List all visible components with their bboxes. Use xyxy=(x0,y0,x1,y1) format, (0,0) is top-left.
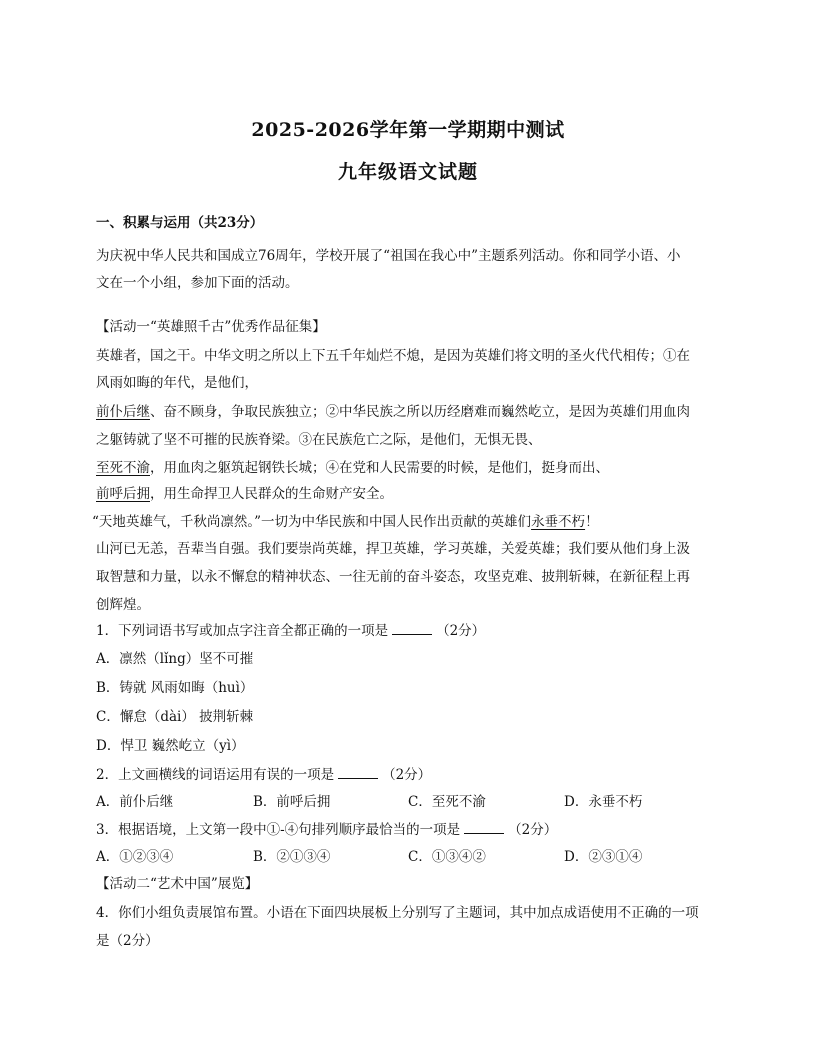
passage-line: 山河已无恙，吾辈当自强。我们要崇尚英雄，捍卫英雄，学习英雄，关爱英雄；我们要从他们身上汲 xyxy=(96,541,690,557)
question-2-option-d: D．永垂不朽 xyxy=(564,794,643,810)
underlined-word: 前仆后继 xyxy=(96,404,150,420)
question-3-stem: 3．根据语境，上文第一段中①-④句排列顺序最恰当的一项是 （2分） xyxy=(96,819,557,840)
answer-blank xyxy=(464,819,504,834)
question-2-option-a: A．前仆后继 xyxy=(96,794,174,810)
question-3-option-d: D．②③①④ xyxy=(564,849,643,865)
question-1-stem: 1．下列词语书写或加点字注音全都正确的一项是 （2分） xyxy=(96,620,485,641)
question-2-option-b: B．前呼后拥 xyxy=(253,794,331,810)
intro-line-2: 文在一个小组，参加下面的活动。 xyxy=(96,275,299,291)
question-1-option-d: D．悍卫 巍然屹立（yì） xyxy=(96,738,245,754)
passage-line: “天地英雄气，千秋尚凛然。”一切为中华民族和中国人民作出贡献的英雄们永垂不朽！ xyxy=(92,514,599,530)
question-2-stem: 2．上文画横线的词语运用有误的一项是 （2分） xyxy=(96,764,431,785)
intro-line-1: 为庆祝中华人民共和国成立76周年，学校开展了“祖国在我心中”主题系列活动。你和同学小语、小 xyxy=(96,248,681,264)
passage-line: 至死不渝，用血肉之躯筑起钢铁长城；④在党和人民需要的时候，是他们，挺身而出、 xyxy=(96,460,609,476)
question-2-option-c: C．至死不渝 xyxy=(408,794,486,810)
passage-line: 创辉煌。 xyxy=(96,597,150,613)
underlined-word: 前呼后拥 xyxy=(96,486,150,502)
exam-title: 2025-2026学年第一学期期中测试 xyxy=(251,119,565,141)
passage-line: 取智慧和力量，以永不懈怠的精神状态、一往无前的奋斗姿态，攻坚克难、披荆斩棘，在新征程上再 xyxy=(96,569,690,585)
activity1-heading: 【活动一“英雄照千古”优秀作品征集】 xyxy=(96,319,326,335)
exam-subtitle: 九年级语文试题 xyxy=(337,161,478,183)
question-4-stem-line-2: 是（2分） xyxy=(96,933,159,949)
passage-line: 英雄者，国之干。中华文明之所以上下五千年灿烂不熄，是因为英雄们将文明的圣火代代相传；①在 xyxy=(96,348,690,364)
answer-blank xyxy=(338,764,378,779)
section-heading: 一、积累与运用（共23分） xyxy=(96,215,264,231)
underlined-word: 永垂不朽 xyxy=(531,514,586,530)
answer-blank xyxy=(392,620,432,635)
passage-line: 前仆后继、奋不顾身，争取民族独立；②中华民族之所以历经磨难而巍然屹立，是因为英雄们用血肉 xyxy=(96,404,690,420)
passage-line: 风雨如晦的年代，是他们， xyxy=(96,375,258,391)
question-1-option-c: C．懈怠（dài） 披荆斩棘 xyxy=(96,709,254,725)
passage-line: 之躯铸就了坚不可摧的民族脊梁。③在民族危亡之际，是他们，无惧无畏、 xyxy=(96,432,542,448)
question-1-option-b: B．铸就 风雨如晦（huì） xyxy=(96,680,254,696)
question-1-option-a: A．凛然（lǐng）坚不可摧 xyxy=(96,651,254,667)
question-4-stem-line-1: 4．你们小组负责展馆布置。小语在下面四块展板上分别写了主题词，其中加点成语使用不正确的一项 xyxy=(96,905,699,921)
question-3-option-c: C．①③④② xyxy=(408,849,486,865)
passage-line: 前呼后拥，用生命捍卫人民群众的生命财产安全。 xyxy=(96,486,393,502)
underlined-word: 至死不渝 xyxy=(96,460,150,476)
activity2-heading: 【活动二“艺术中国”展览】 xyxy=(96,876,259,892)
question-3-option-b: B．②①③④ xyxy=(253,849,331,865)
question-3-option-a: A．①②③④ xyxy=(96,849,174,865)
